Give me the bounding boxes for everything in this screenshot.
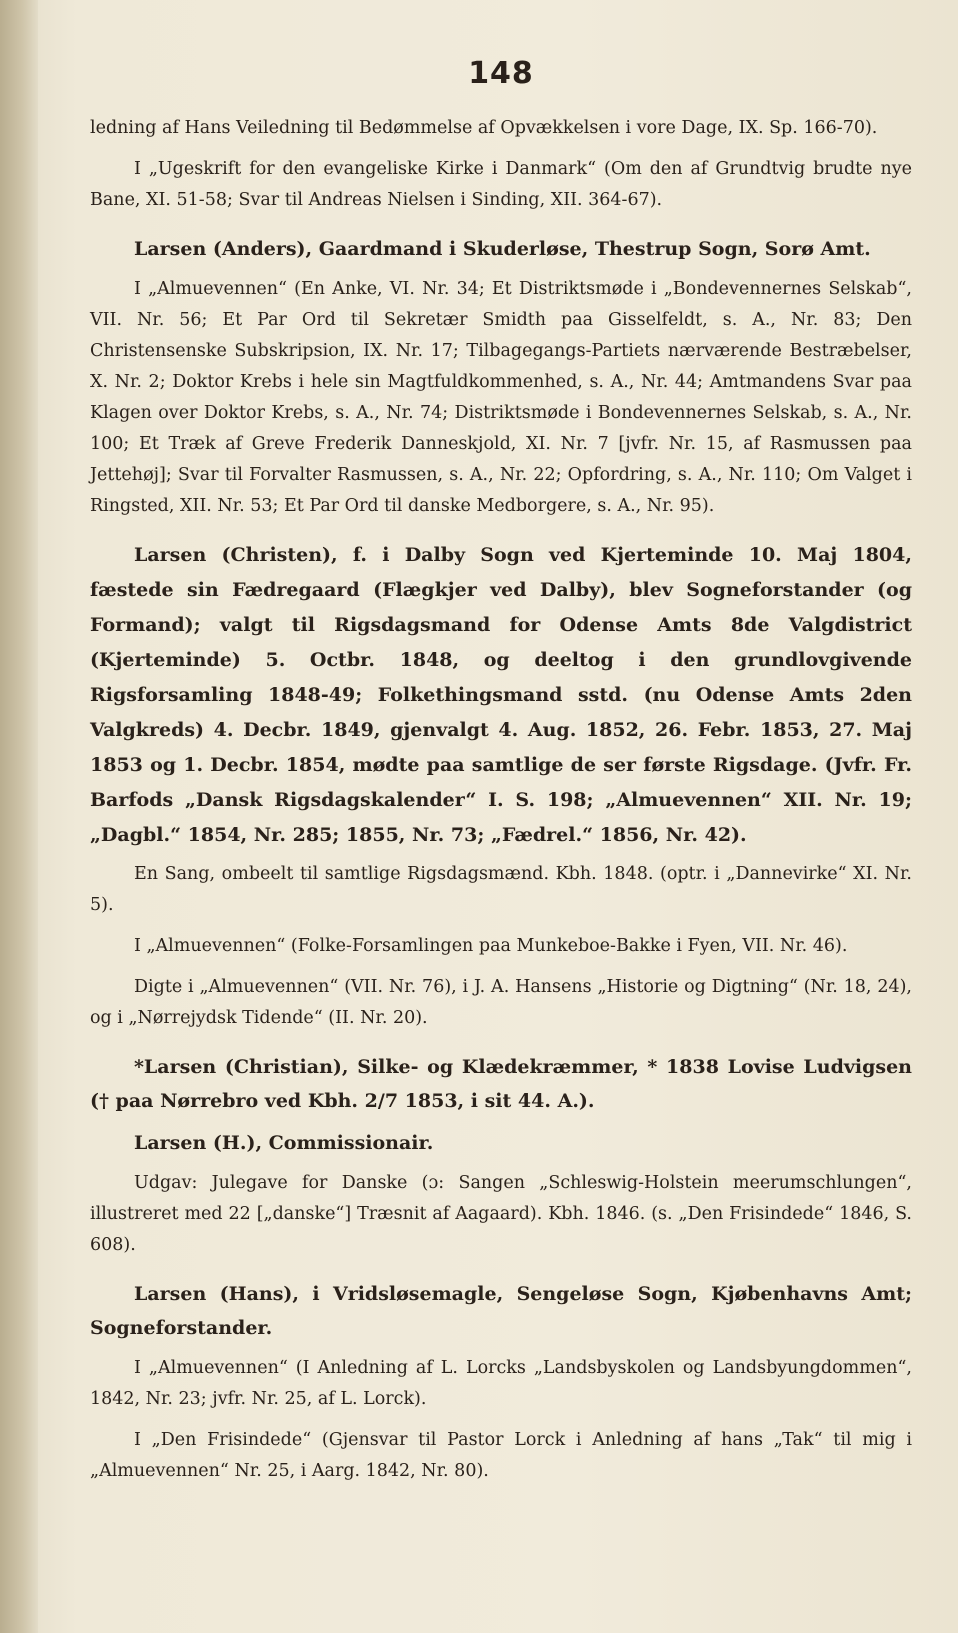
- paragraph-continuation: ledning af Hans Veiledning til Bedømmelse af Opvækkelsen i vore Dage, IX. Sp. 166-70).: [90, 118, 878, 138]
- entry-heading-larsen-anders: Larsen (Anders), Gaardmand i Skuderløse, Thestrup Sogn, Sorø Amt.: [134, 238, 871, 260]
- page-number: 148: [468, 56, 534, 91]
- book-spine-shadow: [0, 0, 38, 1633]
- entry-larsen-christen: Larsen (Christen), f. i Dalby Sogn ved Kjerteminde 10. Maj 1804, fæstede sin Fædregaard (Flægkjer ved Dalby), blev Sogneforstander (og Formand); valgt til Rigsdagsmand for Odense Amts 8de Valgdistrict (Kjerteminde) 5. Octbr. 1848, og deeltog i den grundlovgivende Rigsforsamling 1848-49; Folkethingsmand sstd. (nu Odense Amts 2den Valgkreds) 4. Decbr. 1849, gjenvalgt 4. Aug. 1852, 26. Febr. 1853, 27. Maj 1853 og 1. Decbr. 1854, mødte paa samtlige de ser første Rigsdage. (Jvfr. Fr. Barfods „Dansk Rigsdagskalender“ I. S. 198; „Almuevennen“ XII. Nr. 19; „Dagbl.“ 1854, Nr. 285; 1855, Nr. 73; „Fædrel.“ 1856, Nr. 42).: [90, 544, 912, 846]
- paragraph-en-sang: En Sang, ombeelt til samtlige Rigsdagsmænd. Kbh. 1848. (optr. i „Dannevirke“ XI. Nr. 5).: [90, 864, 912, 915]
- entry-larsen-christian: *Larsen (Christian), Silke- og Klædekræmmer, * 1838 Lovise Ludvigsen († paa Nørrebro ved Kbh. 2/7 1853, i sit 44. A.).: [90, 1056, 912, 1112]
- paragraph-almuevennen-hans: I „Almuevennen“ (I Anledning af L. Lorcks „Landsbyskolen og Landsbyungdommen“, 1842, Nr. 23; jvfr. Nr. 25, af L. Lorck).: [90, 1358, 912, 1409]
- entry-heading-larsen-h: Larsen (H.), Commissionair.: [134, 1132, 434, 1154]
- paragraph-julegave: Udgav: Julegave for Danske (ɔ: Sangen „Schleswig-Holstein meerumschlungen“, illustreret med 22 [„danske“] Træsnit af Aagaard). Kbh. 1846. (s. „Den Frisindede“ 1846, S. 608).: [90, 1173, 912, 1255]
- paragraph-digte: Digte i „Almuevennen“ (VII. Nr. 76), i J. A. Hansens „Historie og Digtning“ (Nr. 18, 24), og i „Nørrejydsk Tidende“ (II. Nr. 20).: [90, 977, 912, 1028]
- paragraph-den-frisindede: I „Den Frisindede“ (Gjensvar til Pastor Lorck i Anledning af hans „Tak“ til mig i „Almuevennen“ Nr. 25, i Aarg. 1842, Nr. 80).: [90, 1430, 912, 1481]
- paragraph-ugeskrift: I „Ugeskrift for den evangeliske Kirke i Danmark“ (Om den af Grundtvig brudte nye Bane, XI. 51-58; Svar til Andreas Nielsen i Sinding, XII. 364-67).: [90, 159, 912, 210]
- paragraph-almuevennen-anders: I „Almuevennen“ (En Anke, VI. Nr. 34; Et Distriktsmøde i „Bondevennernes Selskab“, VII. Nr. 56; Et Par Ord til Sekretær Smidth paa Gisselfeldt, s. A., Nr. 83; Den Christensenske Subskripsion, IX. Nr. 17; Tilbagegangs-Partiets nærværende Bestræbelser, X. Nr. 2; Doktor Krebs i hele sin Magtfuldkommenhed, s. A., Nr. 44; Amtmandens Svar paa Klagen over Doktor Krebs, s. A., Nr. 74; Distriktsmøde i Bondevennernes Selskab, s. A., Nr. 100; Et Træk af Greve Frederik Danneskjold, XI. Nr. 7 [jvfr. Nr. 15, af Rasmussen paa Jettehøj]; Svar til Forvalter Rasmussen, s. A., Nr. 22; Opfordring, s. A., Nr. 110; Om Valget i Ringsted, XII. Nr. 53; Et Par Ord til danske Medborgere, s. A., Nr. 95).: [90, 279, 912, 516]
- paragraph-folke-forsamlingen: I „Almuevennen“ (Folke-Forsamlingen paa Munkeboe-Bakke i Fyen, VII. Nr. 46).: [134, 936, 848, 956]
- entry-heading-larsen-hans: Larsen (Hans), i Vridsløsemagle, Sengeløse Sogn, Kjøbenhavns Amt; Sogneforstander.: [90, 1283, 912, 1339]
